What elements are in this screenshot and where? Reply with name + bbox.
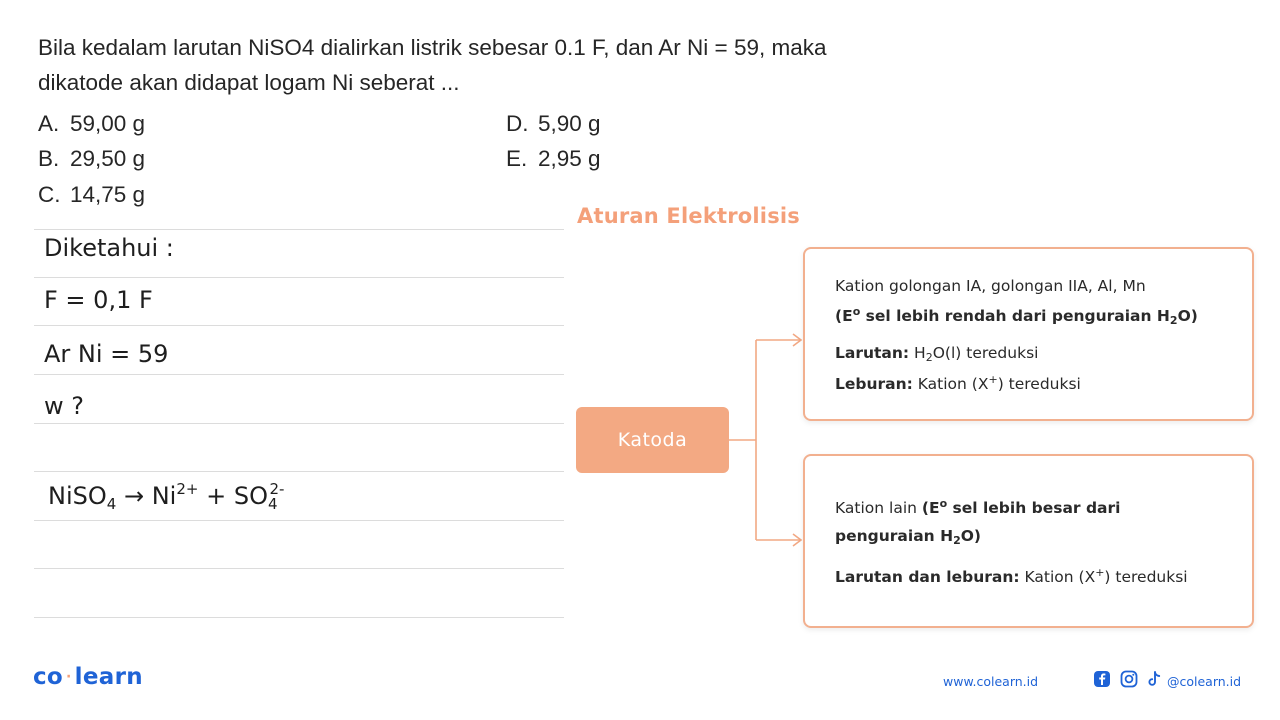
option-letter: A. <box>38 111 60 136</box>
question-line-2: dikatode akan didapat logam Ni seberat ... <box>38 70 460 95</box>
card-group-2 <box>803 454 1254 628</box>
option-text: 59,00 g <box>70 111 146 136</box>
option-letter: D. <box>506 111 529 136</box>
card2-line1: Kation lain ($E^o$ sel lebih besar dari <box>835 497 1121 517</box>
social-handle[interactable]: @colearn.id <box>1167 674 1242 689</box>
card-group-1 <box>803 247 1254 421</box>
facebook-icon[interactable] <box>1093 670 1111 688</box>
instagram-icon[interactable] <box>1120 670 1138 688</box>
card1-larutan: Larutan: $H_2O(l)$ tereduksi <box>835 344 1039 364</box>
option-letter: E. <box>506 146 528 171</box>
website-link[interactable]: www.colearn.id <box>943 674 1039 689</box>
reaction-equation: NiSO$_4$ → $Ni^{2+} + SO_4^{2-}$ <box>48 480 285 513</box>
tiktok-icon[interactable] <box>1145 670 1163 688</box>
card1-leburan: Leburan: Kation (X+) tereduksi <box>835 373 1081 393</box>
colearn-logo: co · learn <box>33 664 143 690</box>
diagram-title: Aturan Elektrolisis <box>577 204 800 228</box>
option-letter: B. <box>38 146 60 171</box>
known-label: Diketahui : <box>44 234 174 262</box>
unknown-w: w ? <box>44 392 84 420</box>
card2-line2: penguraian $H_2O$) <box>835 527 981 547</box>
option-text: 5,90 g <box>538 111 601 136</box>
card2-line3: Larutan dan leburan: Kation (X+) tereduksi <box>835 566 1188 586</box>
question-line-1: Bila kedalam larutan NiSO4 dialirkan listrik sebesar 0.1 F, dan Ar Ni = 59, maka <box>38 35 827 60</box>
ar-value: Ar Ni = 59 <box>44 340 169 368</box>
katoda-label: Katoda <box>617 429 688 451</box>
option-text: 14,75 g <box>70 182 146 207</box>
f-value: F = 0,1 F <box>44 286 153 314</box>
card1-line2: ($E^o$ sel lebih rendah dari penguraian $H_2O$) <box>835 305 1198 327</box>
option-text: 2,95 g <box>538 146 601 171</box>
option-letter: C. <box>38 182 61 207</box>
card1-line1: Kation golongan IA, golongan IIA, Al, Mn <box>835 277 1146 295</box>
option-text: 29,50 g <box>70 146 146 171</box>
